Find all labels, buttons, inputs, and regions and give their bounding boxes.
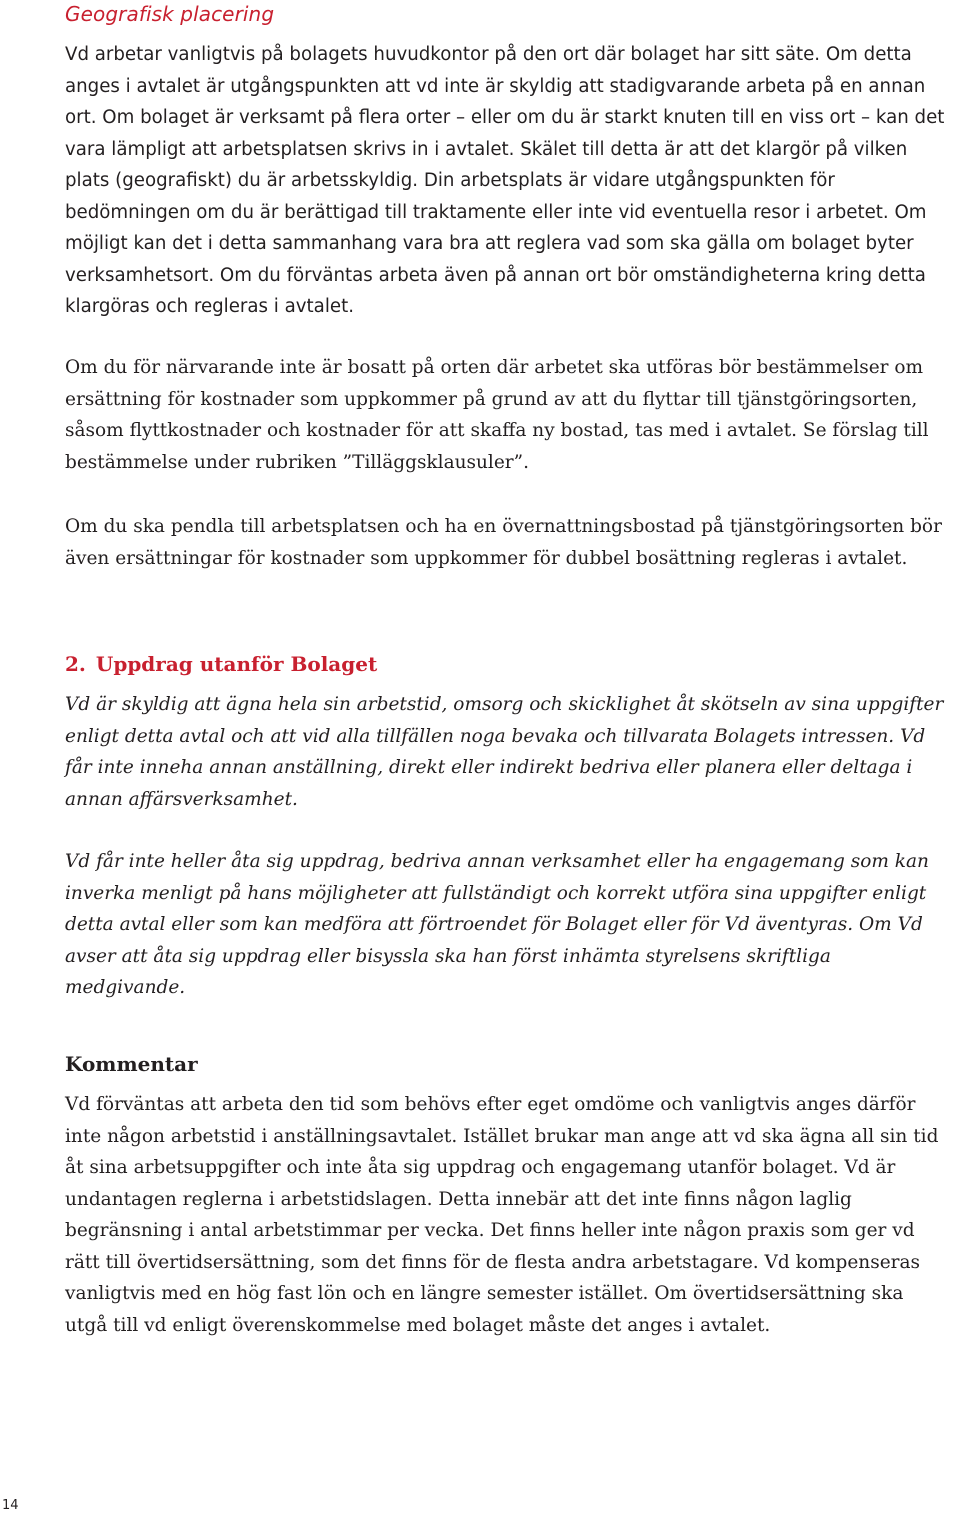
section-heading-uppdrag [65, 652, 377, 676]
comment-paragraph: Vd förväntas att arbeta den tid som behövs efter eget omdöme och vanligtvis anges därför inte någon arbetstid i anställningsavtalet. Istället brukar man ange att vd ska ägna all sin tid åt sina arbetsuppgifter och inte åta sig uppdrag och engagemang utanför bolaget. Vd är undantagen reglerna i arbetstidslagen. Detta innebär att det inte finns någon laglig begränsning i antal arbetstimmar per vecka. Det finns heller inte någon praxis som ger vd rätt till övertidsersättning, som det finns för de flesta andra arbetstagare. Vd kompenseras vanligtvis med en hög fast lön och en längre semester istället. Om övertidsersättning ska utgå till vd enligt överenskommelse med bolaget måste det anges i avtalet. [65, 1094, 939, 1336]
subheading-geografisk-placering: Geografisk placering [65, 2, 275, 26]
paragraph-flyttkostnader: Om du för närvarande inte är bosatt på orten där arbetet ska utföras bör bestämmelser om ersättning för kostnader som uppkommer på grund av att du flyttar till tjänstgöringsorten, såsom flyttkostnader och kostnader för att skaffa ny bostad, tas med i avtalet. Se förslag till bestämmelse under rubriken ”Tilläggsklausuler”. [65, 357, 929, 473]
italic-paragraph-uppdrag: Vd får inte heller åta sig uppdrag, bedriva annan verksamhet eller ha engagemang som kan inverka menligt på hans möjligheter att fullständigt och korrekt utföra sina uppgifter enligt detta avtal eller som kan medföra att förtroendet för Bolaget eller för Vd äventyras. Om Vd avser att åta sig uppdrag eller bisyssla ska han först inhämta styrelsens skriftliga medgivande. [65, 851, 929, 998]
paragraph-pendling: Om du ska pendla till arbetsplatsen och ha en övernattningsbostad på tjänstgöringsorten bör även ersättningar för kostnader som uppkommer för dubbel bosättning regleras i avtalet. [65, 516, 942, 569]
section-title: Uppdrag utanför Bolaget [95, 652, 378, 676]
paragraph-geografisk-placering: Vd arbetar vanligtvis på bolagets huvudkontor på den ort där bolaget har sitt säte. Om detta anges i avtalet är utgångspunkten att vd inte är skyldig att stadigvarande arbeta på en annan ort. Om bolaget är verksamt på flera orter – eller om du är starkt knuten till en viss ort – kan det vara lämpligt att arbetsplatsen skrivs in i avtalet. Skälet till detta är att det klargör på vilken plats (geografiskt) du är arbetsskyldig. Din arbetsplats är vidare utgångspunkten för bedömningen om du är berättigad till traktamente eller inte vid eventuella resor i arbetet. Om möjligt kan det i detta sammanhang vara bra att reglera vad som ska gälla om bolaget byter verksamhetsort. Om du förväntas arbeta även på annan ort bör omständigheterna kring detta klargöras och regleras i avtalet. [65, 44, 945, 317]
comment-heading: Kommentar [65, 1052, 198, 1076]
section-number: 2. [65, 652, 86, 676]
page-number: 14 [2, 1498, 19, 1513]
italic-paragraph-arbetstid: Vd är skyldig att ägna hela sin arbetstid, omsorg och skicklighet åt skötseln av sina uppgifter enligt detta avtal och att vid alla tillfällen noga bevaka och tillvarata Bolagets intressen. Vd får inte inneha annan anställning, direkt eller indirekt bedriva eller planera eller deltaga i annan affärsverksamhet. [65, 694, 944, 810]
